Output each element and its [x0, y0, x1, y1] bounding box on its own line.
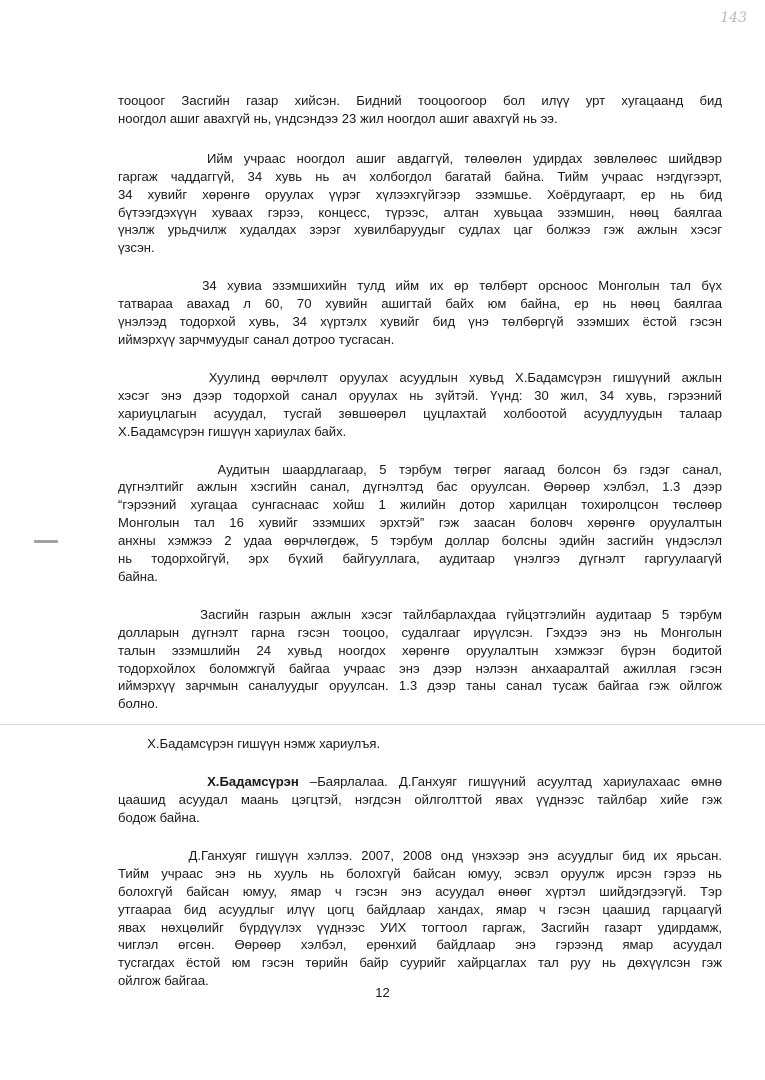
- paragraph: [118, 92, 722, 128]
- page-number: 12: [375, 985, 390, 1000]
- paragraph-line: Х.Бадамсүрэн гишүүн хариулах байх.: [118, 423, 347, 439]
- paragraph-line: үзсэн.: [118, 240, 155, 256]
- paragraph-line: талын эзэмшлийн 24 хувьд ноогдох хөрөнгө оруулалтын хэмжээг бүрэн бодитой: [118, 642, 722, 658]
- paragraph-line: үнэлээд тодорхой хувь, 34 хүртэлх хувийг бид үнэ төлбөргүй эзэмших ёстой гэсэн: [118, 314, 722, 330]
- paragraph-line: Д.Ганхуяг гишүүн хэллээ. 2007, 2008 онд үнэхээр энэ асуудлыг бид их ярьсан.: [118, 847, 722, 863]
- scan-mark: [34, 540, 58, 543]
- paragraph-line: үнэлж урьдчилж худалдах зэрэг хувилбаруудыг судлах цаг болжээ гэж ажлын хэсэг: [118, 222, 722, 238]
- paragraph-line: иймэрхүү зарчмуудыг санал дотроо тусгасан.: [118, 331, 395, 347]
- paragraph-line: 34 хувийг хөрөнгө оруулах үүрэг хүлээхгүйгээр эзэмшье. Хоёрдугаарт, ер нь бид: [118, 186, 722, 202]
- paragraph-line: болно.: [118, 696, 159, 712]
- paragraph-line: тооцоог Засгийн газар хийсэн. Бидний тооцоогоор бол илүү урт хугацаанд бид: [118, 93, 722, 108]
- paragraph: [118, 847, 722, 990]
- paragraph-line: хэсэг энэ дээр тодорхой санал оруулах нь зүйтэй. Үүнд: 30 жил, 34 хувь, гэрээний: [118, 387, 722, 403]
- paragraph: [118, 150, 722, 257]
- paragraph-line: гаргаж чаддаггүй, 34 хувь нь ач холбогдол багатай байна. Тийм учраас нэгдүгээрт,: [118, 168, 722, 184]
- paragraph-line: Тийм учраас энэ нь хууль нь болохгүй байсан юмуу, эсвэл оруулж ирсэн гэрээ нь: [118, 865, 722, 881]
- paragraph-line: тусгагдах ёстой юм гэсэн төрийн байр суурийг хайрцаглах тал руу нь дөхүүлсэн гэж: [118, 955, 722, 971]
- paragraph-line: нь тодорхойгүй, эрх бүхий байгууллага, аудитаар үнэлгээ дүгнэлт гаргуулаагүй: [118, 551, 722, 567]
- paragraph-line: Х.Бадамсүрэн гишүүн нэмж хариулъя.: [118, 736, 381, 752]
- paragraph-line: бодож байна.: [118, 810, 200, 825]
- paragraph-line: Засгийн газрын ажлын хэсэг тайлбарлахдаа гүйцэтгэлийн аудитаар 5 тэрбум: [118, 606, 722, 622]
- paragraph-line: байна.: [118, 568, 158, 584]
- paragraph-line: чиглэл өгсөн. Өөрөөр хэлбэл, ерөнхий байдлаар энэ гэрээнд ямар асуудал: [118, 937, 722, 953]
- paragraph: [118, 735, 722, 753]
- document-body: [118, 72, 722, 990]
- speaker-name: Х.Бадамсүрэн: [118, 774, 299, 790]
- paragraph: [118, 773, 722, 827]
- paragraph-line: бүтээгдэхүүн хуваах гэрээ, концесс, түрээс, алтан хувьцаа эзэмшин, нөөц баялгаа: [118, 204, 722, 220]
- paragraph-line: Ийм учраас ноогдол ашиг авдаггүй, төлөөлөн удирдах зөвлөлөөс шийдвэр: [118, 150, 723, 166]
- paragraph-line: татвараа авахад л 60, 70 хувийн ашигтай байх юм байна, ер нь нөөц баялгаа: [118, 296, 722, 312]
- paragraph-line: анхны хэмжээ 2 удаа өөрчлөгдөж, 5 тэрбум доллар болсны эдийн засгийн үндэслэл: [118, 533, 722, 549]
- paragraph: [118, 369, 722, 441]
- paragraph-line: Хуулинд өөрчлөлт оруулах асуудлын хувьд Х.Бадамсүрэн гишүүний ажлын: [118, 369, 722, 385]
- paragraph: [118, 277, 722, 349]
- paragraph-line: “гэрээний хугацаа сунгаснаас хойш 1 жилийн дотор харилцан тохиролцсон төслөөр: [118, 497, 722, 513]
- paragraph-line: Монголын тал 16 хувийг эзэмших эрхтэй” гэж заасан боловч хөрөнгө оруулалтын: [118, 515, 722, 531]
- paragraph-line: ноогдол ашиг авахгүй нь, үндсэндээ 23 жил ноогдол ашиг авахгүй нь ээ.: [118, 110, 558, 126]
- paragraph-line: Аудитын шаардлагаар, 5 тэрбум төгрөг яагаад болсон бэ гэдэг санал,: [118, 461, 722, 477]
- speaker-text: –Баярлалаа. Д.Ганхуяг гишүүний асуултад хариулахаас өмнө: [298, 774, 722, 790]
- paragraph-line: дүгнэлтийг ажлын хэсгийн санал, дүгнэлтэд бас оруулсан. Өөрөөр хэлбэл, 1.3 дээр: [118, 479, 722, 495]
- paragraph: [118, 461, 722, 586]
- handwritten-page-number: 143: [720, 10, 747, 26]
- paragraph-line: тодорхойлох боломжгүй байгаа учраас энэ дээр нэлээн анхааралтай ажиллая гэсэн: [118, 660, 722, 676]
- paragraph-line: [118, 773, 722, 791]
- paragraph-line: явах нөхцөлийг бүрдүүлэх үүднээс УИХ тогтоол гаргаж, Засгийн газарт удирдамж,: [118, 919, 722, 935]
- paragraph-line: хариуцлагын асуудал, тусгай зөвшөөрөл цуцлахтай холбоотой асуудлуудын талаар: [118, 405, 722, 421]
- paragraph-line: цаашид асуудал маань цэгцтэй, нэгдсэн ойлголттой явах үүднээс тайлбар хийе гэж: [118, 792, 722, 808]
- paragraph-line: 34 хувиа эзэмшихийн тулд ийм их өр төлбөрт орсноос Монголын тал бүх: [118, 278, 722, 294]
- paragraph-line: болохгүй байсан юмуу, ямар ч гэсэн энэ асуудал өнөөг хүртэл шийдэгдээгүй. Тэр: [118, 883, 722, 899]
- paragraph-line: ойлгож байгаа.: [118, 973, 209, 989]
- paragraph-line: утгаараа бид асуудлыг илүү цогц байдлаар хандах, ямар ч гэсэн цаашид гарцаагүй: [118, 901, 722, 917]
- paragraph: [118, 606, 722, 713]
- paragraph-line: иймэрхүү зарчмын саналуудыг оруулсан. 1.3 дээр таны санал тусаж байгаа гэж ойлгож: [118, 678, 722, 694]
- paragraph-line: долларын дүгнэлт гарна гэсэн тооцоо, судалгааг ирүүлсэн. Гэхдээ энэ нь Монголын: [118, 624, 722, 640]
